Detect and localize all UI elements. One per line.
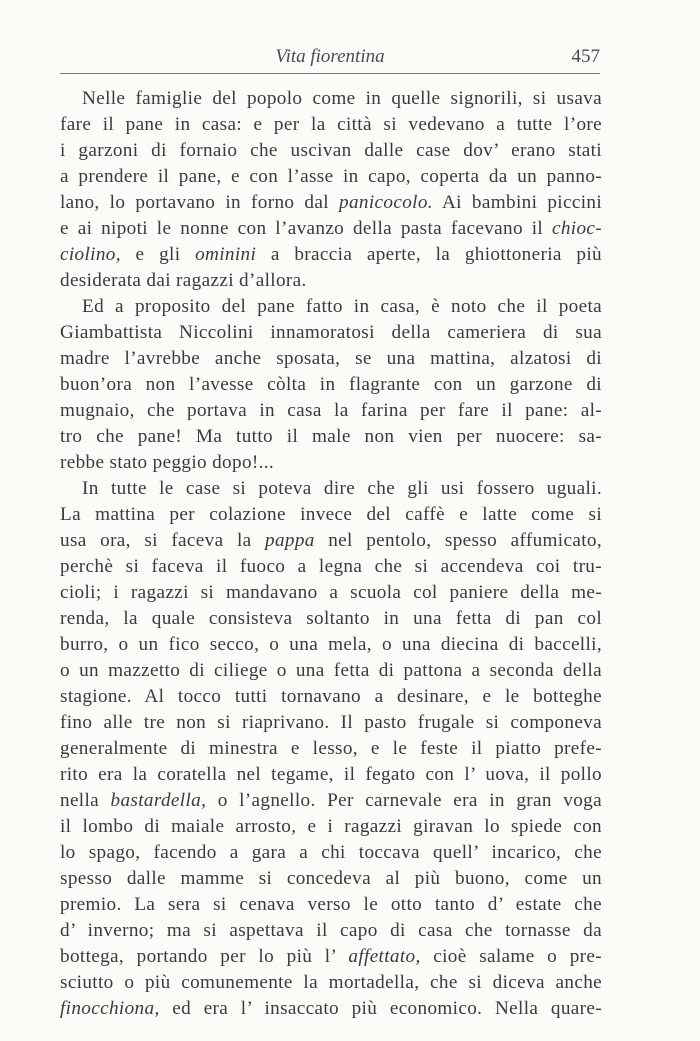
page-number: 457 — [571, 46, 600, 67]
text-line — [60, 294, 602, 320]
text-line — [60, 892, 602, 918]
italic-term: finocchiona, — [60, 998, 160, 1019]
text-line — [60, 736, 602, 762]
text-line — [60, 190, 602, 216]
running-title: Vita fiorentina — [275, 46, 385, 67]
text-line — [60, 788, 602, 814]
text-line — [60, 970, 602, 996]
text-run: il lombo di maiale arrosto, e i ragazzi giravan lo spiede con — [60, 816, 602, 837]
text-run: In tutte le case si poteva dire che gli usi fossero uguali. — [82, 478, 602, 499]
text-line — [60, 606, 602, 632]
text-run: e ai nipoti le nonne con l’avanzo della pasta facevano il — [60, 218, 552, 239]
text-run: burro, o un fico secco, o una mela, o una diecina di baccelli, — [60, 634, 602, 655]
italic-term: pappa — [265, 530, 315, 551]
text-run: o l’agnello. Per carnevale era in gran voga — [206, 790, 602, 811]
text-line — [60, 372, 602, 398]
text-run: nella — [60, 790, 111, 811]
text-line — [60, 320, 602, 346]
text-line — [60, 502, 602, 528]
text-line — [60, 684, 602, 710]
body-text — [60, 86, 602, 1022]
text-run: sciutto o più comunemente la mortadella, che si diceva anche — [60, 972, 602, 993]
header-rule — [60, 73, 600, 74]
text-line — [60, 580, 602, 606]
text-line — [60, 164, 602, 190]
text-run: cioli; i ragazzi si mandavano a scuola col paniere della me- — [60, 582, 602, 603]
text-run: madre l’avrebbe anche sposata, se una mattina, alzatosi di — [60, 348, 602, 369]
text-run: rebbe stato peggio dopo!... — [60, 452, 275, 473]
text-run: e gli — [120, 244, 196, 265]
text-run: d’ inverno; ma si aspettava il capo di casa che tornasse da — [60, 920, 602, 941]
text-run: o un mazzetto di ciliege o una fetta di pattona a seconda della — [60, 660, 602, 681]
text-run: Nelle famiglie del popolo come in quelle signorili, si usava — [82, 88, 602, 109]
text-run: La mattina per colazione invece del caffè e latte come si — [60, 504, 602, 525]
text-line — [60, 216, 602, 242]
text-line — [60, 476, 602, 502]
text-line — [60, 138, 602, 164]
text-run: stagione. Al tocco tutti tornavano a desinare, e le botteghe — [60, 686, 602, 707]
text-run: usa ora, si faceva la — [60, 530, 266, 551]
text-run: fino alle tre non si riaprivano. Il pasto frugale si componeva — [60, 712, 602, 733]
text-run: cioè salame o pre- — [420, 946, 602, 967]
italic-term: ominini — [195, 244, 257, 265]
text-line — [60, 840, 602, 866]
text-run: renda, la quale consisteva soltanto in una fetta di pan col — [60, 608, 602, 629]
text-line — [60, 866, 602, 892]
text-run: Giambattista Niccolini innamoratosi della cameriera di sua — [60, 322, 602, 343]
italic-term: affettato, — [348, 946, 421, 967]
text-run: ed era l’ insaccato più economico. Nella quare- — [159, 998, 602, 1019]
text-line — [60, 554, 602, 580]
text-line — [60, 528, 602, 554]
text-run: a prendere il pane, e con l’asse in capo, coperta da un panno- — [60, 166, 602, 187]
text-run: buon’ora non l’avesse còlta in flagrante con un garzone di — [60, 374, 602, 395]
text-run: Ed a proposito del pane fatto in casa, è noto che il poeta — [82, 296, 602, 317]
italic-term: chioc- — [551, 218, 602, 239]
text-line — [60, 112, 602, 138]
text-line — [60, 242, 602, 268]
text-line — [60, 632, 602, 658]
text-run: rito era la coratella nel tegame, il fegato con l’ uova, il pollo — [60, 764, 602, 785]
text-line — [60, 268, 602, 294]
text-line — [60, 710, 602, 736]
text-line — [60, 450, 602, 476]
text-run: bottega, portando per lo più l’ — [60, 946, 349, 967]
text-run: desiderata dai ragazzi d’allora. — [60, 270, 307, 291]
text-line — [60, 424, 602, 450]
text-line — [60, 814, 602, 840]
text-run: fare il pane in casa: e per la città si vedevano a tutte l’ore — [60, 114, 602, 135]
text-line — [60, 658, 602, 684]
text-run: lo spago, facendo a gara a chi toccava quell’ incarico, che — [60, 842, 602, 863]
text-run: generalmente di minestra e lesso, e le feste il piatto prefe- — [60, 738, 602, 759]
text-line — [60, 996, 602, 1022]
text-run: spesso dalle mamme si concedeva al più buono, come un — [60, 868, 602, 889]
italic-term: panicocolo. — [339, 192, 433, 213]
text-run: nel pentolo, spesso affumicato, — [314, 530, 602, 551]
text-line — [60, 398, 602, 424]
text-run: mugnaio, che portava in casa la farina per fare il pane: al- — [60, 400, 602, 421]
text-run: premio. La sera si cenava verso le otto tanto d’ estate che — [60, 894, 602, 915]
page-header — [60, 42, 600, 78]
italic-term: ciolino, — [60, 244, 121, 265]
text-run: tro che pane! Ma tutto il male non vien per nuocere: sa- — [60, 426, 602, 447]
text-line — [60, 762, 602, 788]
text-run: lano, lo portavano in forno dal — [60, 192, 340, 213]
text-run: i garzoni di fornaio che uscivan dalle case dov’ erano stati — [60, 140, 602, 161]
text-line — [60, 86, 602, 112]
text-line — [60, 346, 602, 372]
text-run: perchè si faceva il fuoco a legna che si accendeva coi tru- — [60, 556, 602, 577]
text-run: a braccia aperte, la ghiottoneria più — [256, 244, 602, 265]
italic-term: bastardella, — [110, 790, 207, 811]
text-line — [60, 918, 602, 944]
text-run: Ai bambini piccini — [432, 192, 602, 213]
text-line — [60, 944, 602, 970]
